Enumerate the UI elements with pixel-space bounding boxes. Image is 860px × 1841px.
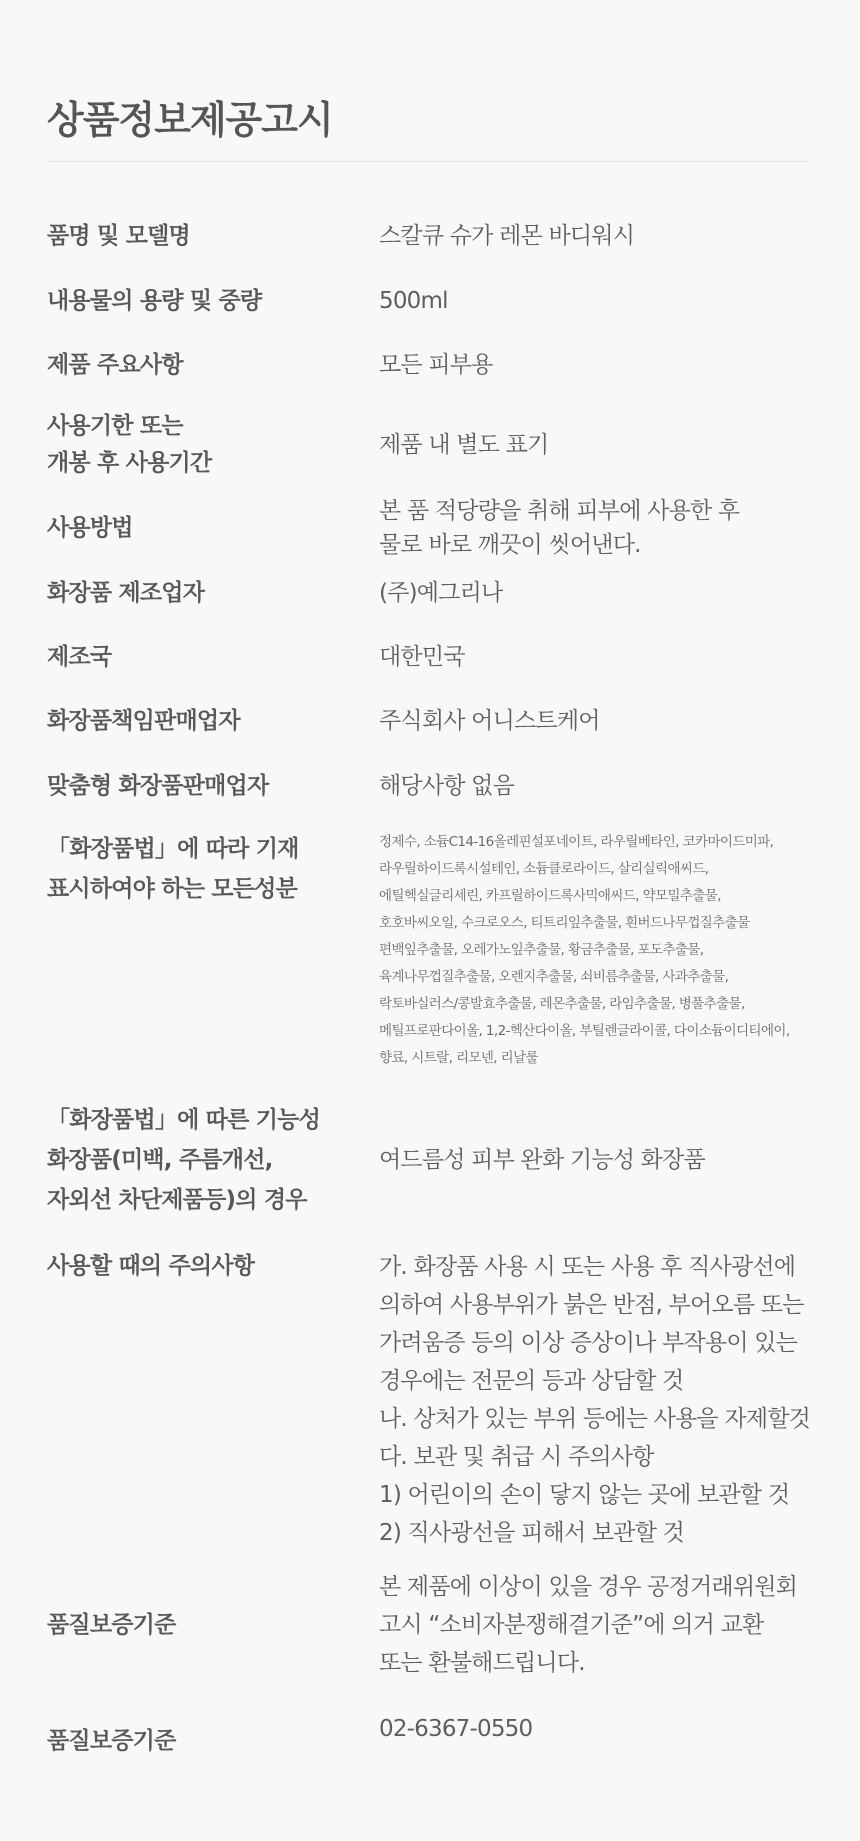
- info-row-seller: [47, 701, 832, 741]
- contact-phone: 02-6367-0550: [379, 1716, 533, 1742]
- page-title: 상품정보제공고시: [47, 98, 333, 142]
- row-label: 화장품 제조업자: [47, 579, 205, 606]
- info-row-cautions: [47, 1248, 832, 1552]
- row-label: 품질보증기준: [47, 1611, 176, 1638]
- info-row-custom-seller: [47, 766, 832, 806]
- row-value: 주식회사 어니스트케어: [379, 708, 600, 734]
- info-row-contact: [47, 1712, 832, 1760]
- info-row-quality-guarantee: [47, 1568, 832, 1682]
- row-label: 「화장품법」에 따른 기능성 화장품(미백, 주름개선, 자외선 차단제품등)의 경우: [47, 1107, 320, 1213]
- row-label: 사용방법: [47, 514, 133, 541]
- ingredients-list: 정제수, 소듐C14-16올레핀설포네이트, 라우릴베타인, 코카마이드미파, 라우릴하이드록시설테인, 소듐클로라이드, 살리실릭애씨드, 에틸헥실글리세린, 카프릴하이드록사믹애씨드, 약모밀추출물, 호호바씨오일, 수크로오스, 티트리잎추출물, 흰버드나무껍질추출물 편백잎추출물, 오레가노잎추출물, 황금추출물, 포도추출물, 육계나무껍질추출물, 오렌지추출물, 쇠비름추출물, 사과추출물, 락토바실러스/콩발효추출물, 레몬추출물, 라임추출물, 병풀추출물, 메틸프로판다이올, 1,2-헥산다이올, 부틸렌글라이콜, 다이소듐이디티에이, 향료, 시트랄, 리모넨, 리날룰: [379, 834, 790, 1066]
- row-value: 모든 피부용: [379, 352, 493, 378]
- info-row-functional: [47, 1097, 832, 1223]
- info-row-country: [47, 637, 832, 677]
- row-value: 제품 내 별도 표기: [379, 432, 549, 458]
- row-label: 제조국: [47, 643, 112, 670]
- row-label: 제품 주요사항: [47, 351, 183, 378]
- row-value: 스칼큐 슈가 레몬 바디워시: [379, 223, 635, 249]
- cautions-text: 가. 화장품 사용 시 또는 사용 후 직사광선에 의하여 사용부위가 붉은 반점, 부어오름 또는 가려움증 등의 이상 증상이나 부작용이 있는 경우에는 전문의 등과 상담할 것 나. 상처가 있는 부위 등에는 사용을 자제할것 다. 보관 및 취급 시 주의사항 1) 어린이의 손이 닿지 않는 곳에 보관할 것 2) 직사광선을 피해서 보관할 것: [379, 1254, 811, 1546]
- row-label: 품명 및 모델명: [47, 222, 190, 249]
- row-label: 맞춤형 화장품판매업자: [47, 772, 269, 799]
- info-row-product-name: [47, 216, 832, 256]
- row-value: 500ml: [379, 288, 448, 314]
- title-divider: [47, 161, 807, 162]
- row-label: 사용기한 또는 개봉 후 사용기간: [47, 413, 212, 476]
- info-row-expiry: [47, 408, 832, 482]
- row-label: 내용물의 용량 및 중량: [47, 287, 262, 314]
- row-label: 화장품책임판매업자: [47, 707, 240, 734]
- info-row-volume: [47, 281, 832, 321]
- info-row-usage: [47, 490, 832, 566]
- row-value: 해당사항 없음: [379, 773, 515, 799]
- row-value: 본 제품에 이상이 있을 경우 공정거래위원회 고시 “소비자분쟁해결기준”에 의거 교환 또는 환불해드립니다.: [379, 1574, 798, 1676]
- row-label: 품질보증기준: [47, 1728, 176, 1754]
- info-row-manufacturer: [47, 573, 832, 613]
- row-value: (주)예그리나: [379, 580, 503, 606]
- row-value: 대한민국: [379, 644, 465, 670]
- row-value: 본 품 적당량을 취해 피부에 사용한 후 물로 바로 깨끗이 씻어낸다.: [379, 498, 740, 558]
- info-row-ingredients: [47, 829, 832, 1072]
- row-value: 여드름성 피부 완화 기능성 화장품: [379, 1147, 705, 1173]
- row-label: 「화장품법」에 따라 기재 표시하여야 하는 모든성분: [47, 836, 299, 902]
- info-row-main-spec: [47, 345, 832, 385]
- row-label: 사용할 때의 주의사항: [47, 1253, 255, 1279]
